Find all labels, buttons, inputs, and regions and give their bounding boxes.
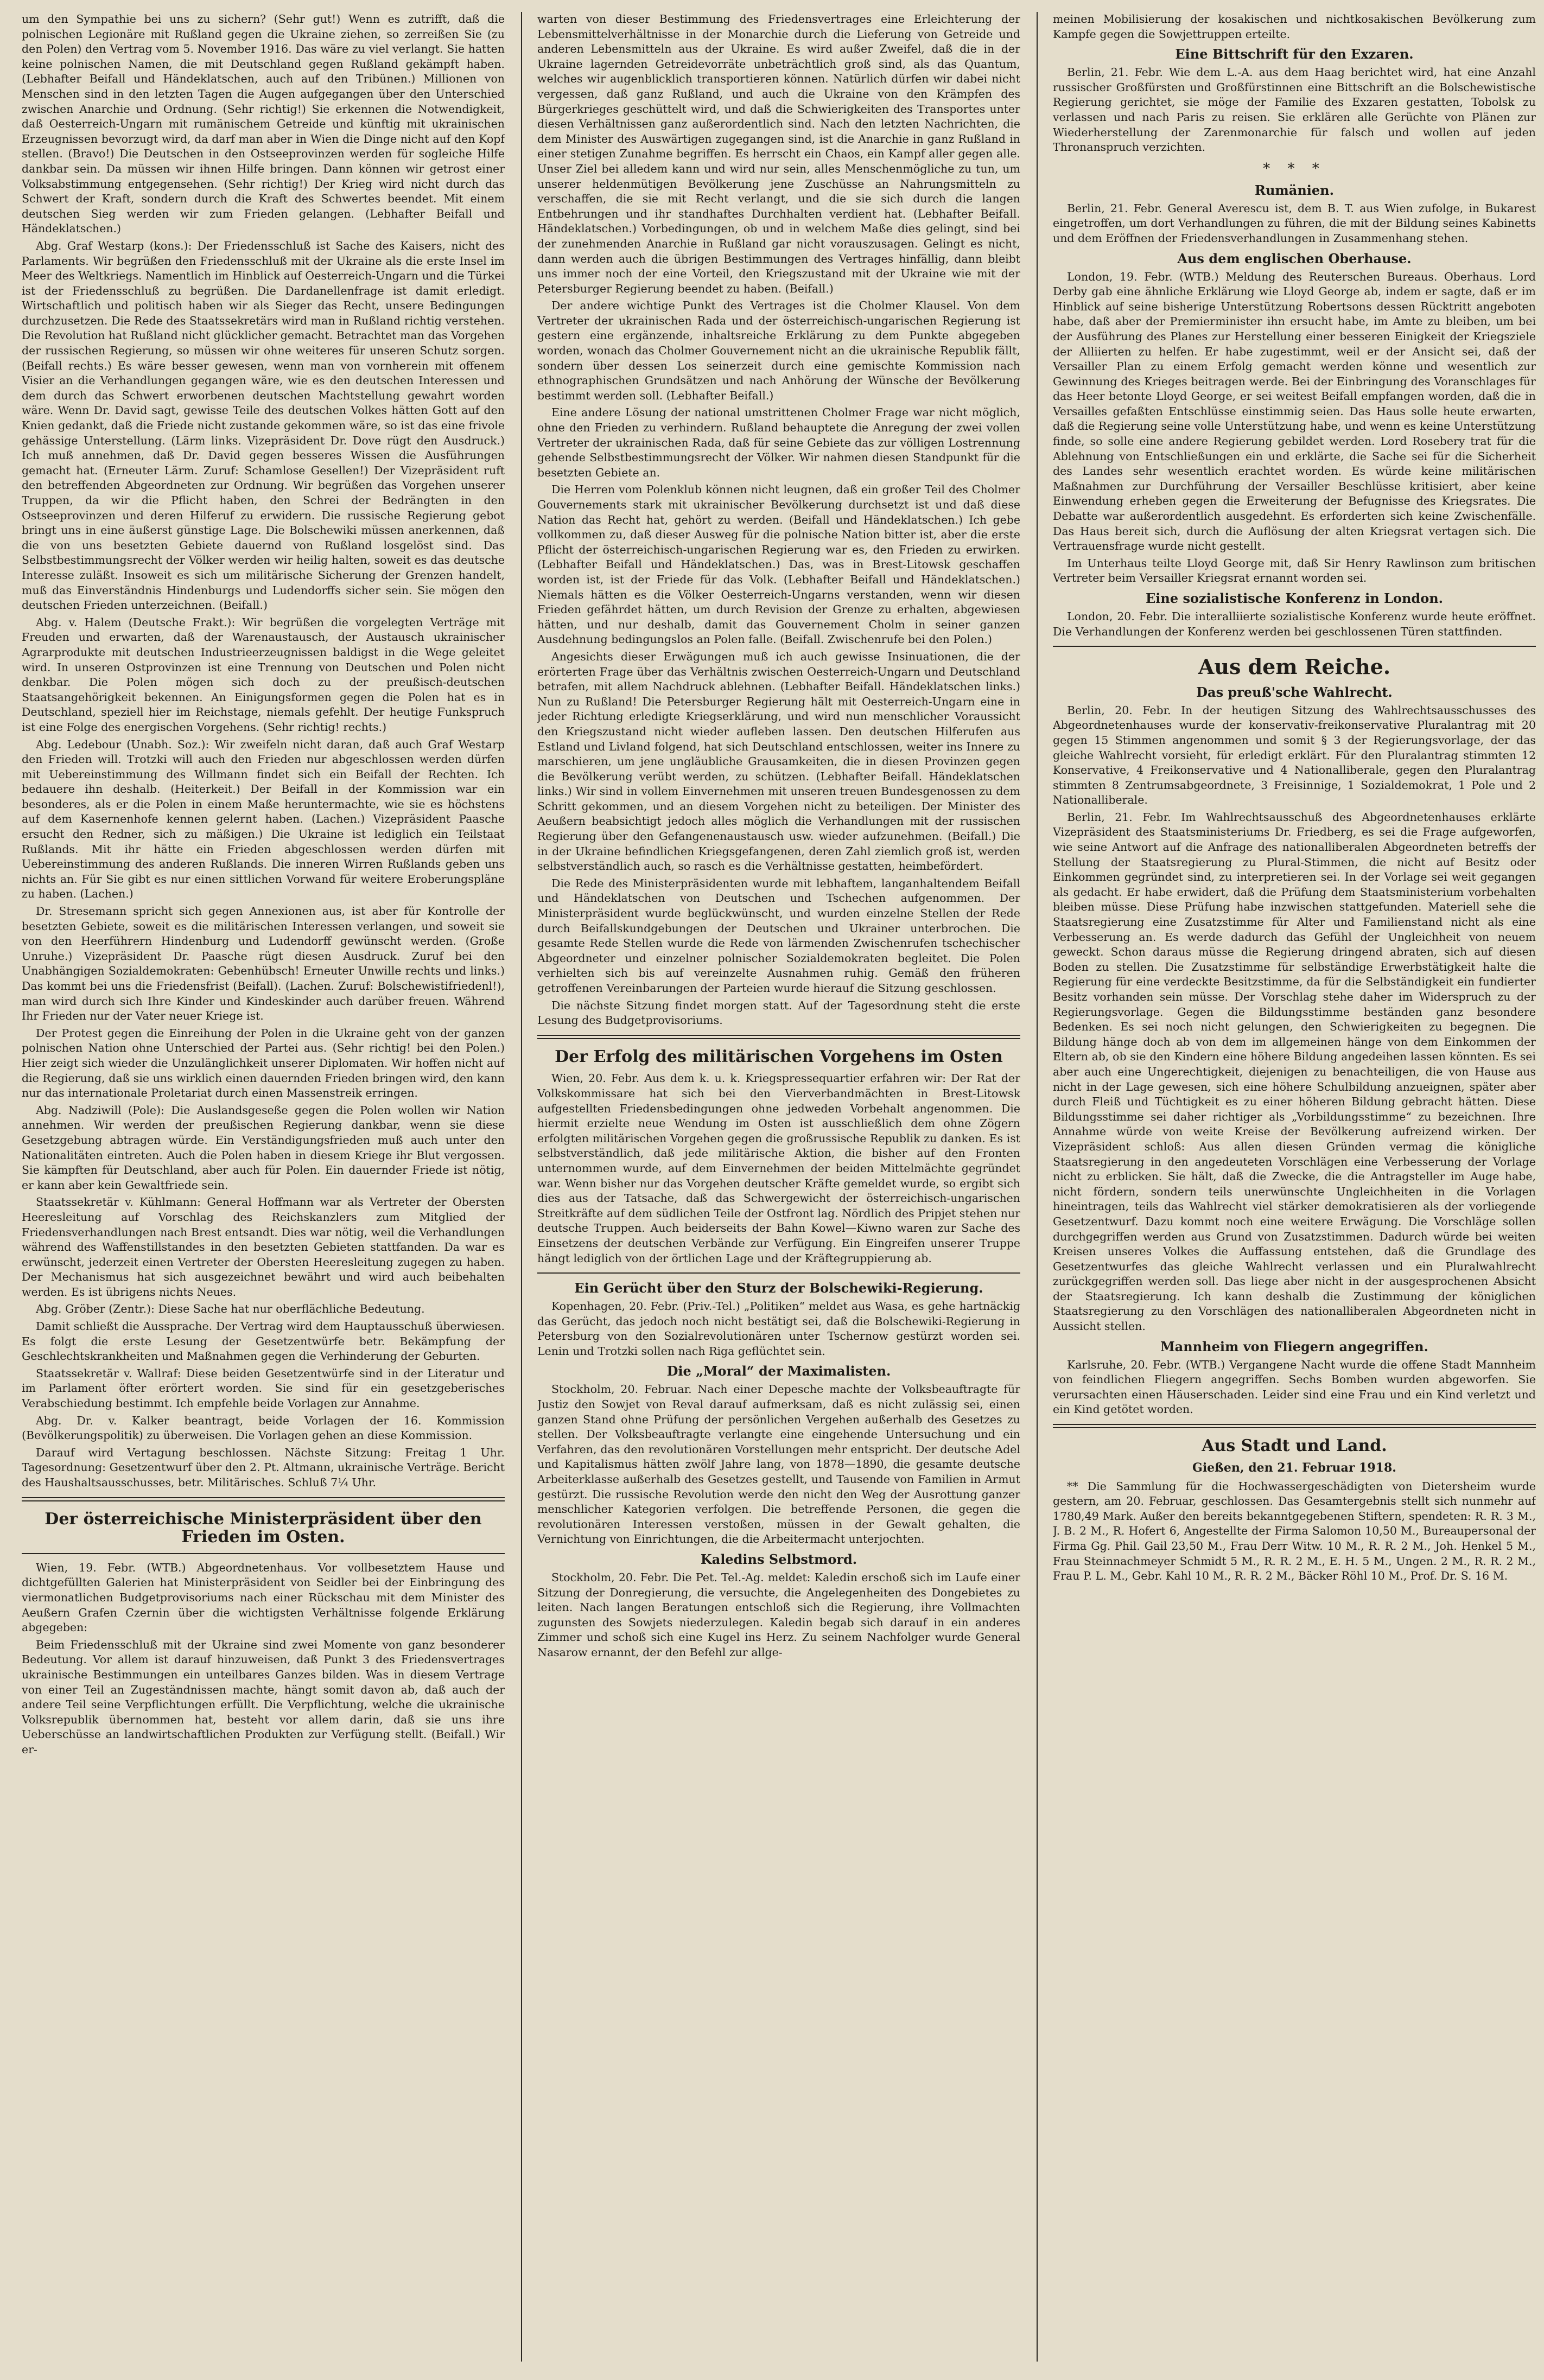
paragraph: Im Unterhaus teilte Lloyd George mit, daß Sir Henry Rawlinson zum britischen Vertreter beim Versailler Kriegsrat ernannt worden sei.: [1053, 556, 1536, 585]
subheading: Ein Gerücht über den Sturz der Bolschewiki-Regierung.: [574, 1280, 983, 1296]
subheading: Kaledins Selbstmord.: [700, 1551, 857, 1567]
section-heading: Aus dem Reiche.: [1198, 654, 1391, 679]
subheading: Mannheim von Fliegern angegriffen.: [1160, 1338, 1428, 1354]
paragraph: Berlin, 21. Febr. Wie dem L.-A. aus dem Haag berichtet wird, hat eine Anzahl russischer Großfürsten und Großfürstinnen eine Bittschrift an die Bolschewistische Regierung gerichtet, sie möge der Familie des Exzaren gestatten, Tobolsk zu verlassen und nach Paris zu reisen. Sie erklären alle Gerüchte von Plänen zur Wiederherstellung der Zarenmonarchie für falsch und wollen auf jeden Thronanspruch verzichten.: [1053, 66, 1536, 154]
heading-underline: [22, 1553, 505, 1554]
column-rule: [521, 12, 522, 2362]
column-3: [1053, 12, 1536, 2362]
subheading: Aus dem englischen Oberhause.: [1177, 250, 1412, 266]
dateline: Gießen, den 21. Februar 1918.: [1192, 1460, 1396, 1475]
subheading: Die „Moral“ der Maximalisten.: [666, 1363, 891, 1379]
paragraph: Darauf wird Vertagung beschlossen. Nächste Sitzung: Freitag 1 Uhr. Tagesordnung: Gesetzentwurf über den 2. Pt. Altmann, ukrainische Verträge. Bericht des Haushaltsausschusses, betr. Militärisches. Schluß 7¼ Uhr.: [22, 1446, 505, 1489]
section-divider: [22, 1497, 505, 1501]
paragraph: Angesichts dieser Erwägungen muß ich auch gewisse Insinuationen, die der erörterten Frage über das Verhältnis zwischen Oesterreich-Ungarn und Deutschland betrafen, mit allem Nachdruck ablehnen. (Lebhafter Beifall. Händeklatschen links.) Nun zu Rußland! Die Petersburger Regierung hält mit Oesterreich-Ungarn eine in jeder Richtung erledigte Kriegserklärung, und wird nun menschlicher Voraussicht den Kriegszustand nicht wieder aufleben lassen. Den deutschen Hilferufen aus Estland und Livland folgend, hat sich Deutschland entschlossen, weiter ins Innere zu marschieren, um jene ungläubliche Grausamkeiten, die in diesen Provinzen gegen die Bevölkerung verübt werden, zu schützen. (Lebhafter Beifall. Händeklatschen links.) Wir sind in vollem Einvernehmen mit unseren treuen Bundesgenossen zu dem Schritt gekommen, und an diesem Vorgehen nicht zu beteiligen. Der Minister des Aeußern beabsichtigt jedoch alles möglich die Verhandlungen mit der russischen Regierung über den Gefangenenaustausch usw. wieder aufzunehmen. (Beifall.) Die in der Ukraine befindlichen Kriegsgefangenen, deren Zahl ziemlich groß ist, werden selbstverständlich auch, so rasch es die Verhältnisse gestatten, heimbefördert.: [537, 650, 1020, 873]
paragraph: um den Sympathie bei uns zu sichern? (Sehr gut!) Wenn es zutrifft, daß die polnischen Legionäre mit Rußland gegen die Ukraine ziehen, so zerreißen Sie (zu den Polen) den Vertrag vom 5. November 1916. Das wäre zu viel verlangt. Sie hatten keine polnischen Namen, die mit Deutschland gegen Rußland gekämpft haben. (Lebhafter Beifall und Händeklatschen, auch auf den Tribünen.) Millionen von Menschen sind in den letzten Tagen die Augen aufgegangen über den Unterschied zwischen Anarchie und Ordnung. (Sehr richtig!) Sie erkennen die Notwendigkeit, daß Oesterreich-Ungarn mit rumänischem Getreide und künftig mit ukrainischen Erzeugnissen bevorzugt wird, da darf man aber in Wien die Dinge nicht auf den Kopf stellen. (Bravo!) Die Deutschen in den Ostseeprovinzen werden für sogleiche Hilfe dankbar sein. Da müssen wir ihnen Hilfe bringen. Dann können wir getrost einer Volksabstimmung entgegensehen. (Sehr richtig!) Der Krieg wird nicht durch das Schwert der Kraft, sondern durch die Kraft des Schwertes beendet. Mit einem deutschen Sieg werden wir zum Frieden gelangen. (Lebhafter Beifall und Händeklatschen.): [22, 12, 505, 236]
paragraph: Abg. Graf Westarp (kons.): Der Friedensschluß ist Sache des Kaisers, nicht des Parlaments. Wir begrüßen den Friedensschluß mit der Ukraine als die erste Insel im Meer des Weltkriegs. Namentlich im Hinblick auf Oesterreich-Ungarn und die Türkei ist der Friedensschluß zu begrüßen. Die Dardanellenfrage ist damit erledigt. Wirtschaftlich und politisch haben wir als Sieger das Recht, unsere Bedingungen durchzusetzen. Die Rede des Staatssekretärs wird man in Rußland richtig verstehen. Die Revolution hat Rußland nicht glücklicher gemacht. Betrachtet man das Vorgehen der russischen Regierung, so müssen wir ohne weiteres für unseren Schutz sorgen. (Beifall rechts.) Es wäre besser gewesen, wenn man von vornherein mit offenem Visier an die Verhandlungen gegangen wäre, wie es den deutschen Interessen und dem durch das Schwert erworbenen deutschen Machtstellung gewahrt worden wäre. Wenn Dr. David sagt, gewisse Teile des deutschen Volkes hätten Gott auf den Knien gedankt, daß die Friede nicht zustande gekommen wäre, so ist das eine frivole gehässige Unterstellung. (Lärm links. Vizepräsident Dr. Dove rügt den Ausdruck.) Ich muß annehmen, daß Dr. David gegen besseres Wissen die Ausführungen gemacht hat. (Erneuter Lärm. Zuruf: Schamlose Gesellen!) Der Vizepräsident ruft den betreffenden Abgeordneten zur Ordnung. Wir begrüßen das Vorgehen unserer Truppen, da wir die Pflicht haben, den Schrei der Bedrängten in den Ostseeprovinzen und deren Hilferuf zu erwidern. Die russische Regierung gebot bringt uns in eine äußerst günstige Lage. Die Bolschewiki müssen anerkennen, daß die von uns besetzten Gebiete dauernd von Rußland losgelöst sind. Das Selbstbestimmungsrecht der Völker werden wir heilig halten, soweit es das deutsche Interesse zuläßt. Insoweit es sich um militärische Sicherung der Grenzen handelt, muß das Einverständnis Hindenburgs und Ludendorffs sicher sein. Sie mögen den deutschen Frieden unterzeichnen. (Beifall.): [22, 239, 505, 612]
section-divider: [1053, 1424, 1536, 1428]
paragraph: Der andere wichtige Punkt des Vertrages ist die Cholmer Klausel. Von dem Vertreter der ukrainischen Rada und der österreichisch-ungarischen Regierung ist gestern eine ergänzende, inhaltsreiche Erklärung zu dem Punkte abgegeben worden, wonach das Cholmer Gouvernement nicht an die ukrainische Republik fällt, sondern über dessen Los seinerzeit durch eine gemischte Kommission nach ethnographischen Grundsätzen und nach Anhörung der Wünsche der Bevölkerung bestimmt werden soll. (Lebhafter Beifall.): [537, 299, 1020, 402]
text-columns: [22, 12, 1536, 2362]
paragraph: London, 20. Febr. Die interalliierte sozialistische Konferenz wurde heute eröffnet. Die Verhandlungen der Konferenz werden bei geschlossenen Türen stattfinden.: [1053, 610, 1536, 638]
subheading: Rumänien.: [1255, 182, 1334, 198]
section-divider: [537, 1035, 1020, 1039]
article-heading: Der Erfolg des militärischen Vorgehens im Osten: [555, 1047, 1003, 1066]
paragraph: Kopenhagen, 20. Febr. (Priv.-Tel.) „Politiken“ meldet aus Wasa, es gehe hartnäckig das Gerücht, das jedoch noch nicht bestätigt sei, daß die Bolschewiki-Regierung in Petersburg von den Sozialrevolutionären unter Tschernow gestürzt worden sei. Lenin und Trotzki sollen nach Riga geflüchtet sein.: [537, 1300, 1020, 1358]
paragraph: Abg. v. Halem (Deutsche Frakt.): Wir begrüßen die vorgelegten Verträge mit Freuden und erwarten, daß der Warenaustausch, der Austausch ukrainischer Agrarprodukte mit deutschen Industrieerzeugnissen baldigst in die Wege geleitet wird. In unseren Ostprovinzen ist eine Trennung von Deutschen und Polen nicht denkbar. Die Polen mögen sich doch zu der preußisch-deutschen Staatsangehörigkeit bekennen. An Einigungsformen gegen die Polen hat es in Deutschland, speziell hier im Reichstage, niemals gefehlt. Der heutige Funkspruch ist eine Folge des energischen Vorgehens. (Sehr richtig! rechts.): [22, 615, 505, 734]
subheading: Eine sozialistische Konferenz in London.: [1145, 590, 1444, 606]
paragraph: London, 19. Febr. (WTB.) Meldung des Reuterschen Bureaus. Oberhaus. Lord Derby gab eine ähnliche Erklärung wie Lloyd George ab, indem er sagte, daß er im Hinblick auf seine bisherige Unterstützung Robertsons dessen Rücktritt angeboten habe, daß aber der Premierminister ihn ersucht habe, im Amte zu bleiben, um bei der Ausführung des Planes zur Herstellung einer besseren Einigkeit der Kriegsziele der Alliierten zu helfen. Er habe zugestimmt, weil er der Ansicht sei, daß der Versailler Plan zu einem Erfolg gemacht werden könne und wesentlich zur Gewinnung des Krieges beitragen werde. Bei der Einbringung des Voranschlages für das Heer betonte Lloyd George, er sei weitest Beifall empfangen worden, daß die in Versailles gefaßten Entschlüsse einstimmig seien. Das Haus solle heute erwarten, daß die Regierung seine volle Unterstützung habe, und wenn es keine Unterstützung finde, so solle eine andere Regierung gebildet werden. Lord Rosebery trat für die Ablehnung von Entschließungen ein und erklärte, die Sache sei für die Sicherheit des Landes sehr wesentlich erachtet worden. Es würde keine militärischen Maßnahmen zur Durchführung der Versailler Beschlüsse kritisiert, aber keine Einwendung erheben gegen die Erweiterung der Befugnisse des Kriegsrates. Die Debatte war außerordentlich ausgedehnt. Es erforderten sich keine Zwischenfälle. Das Haus bereit sich, durch die Auflösung der alten Kriegsrat vertagen sich. Die Vertrauensfrage wurde nicht gestellt.: [1053, 270, 1536, 553]
paragraph: Die nächste Sitzung findet morgen statt. Auf der Tagesordnung steht die erste Lesung des Budgetprovisoriums.: [537, 998, 1020, 1027]
paragraph: Staatssekretär v. Kühlmann: General Hoffmann war als Vertreter der Obersten Heeresleitung auf Vorschlag des Reichskanzlers zum Mitglied der Friedensverhandlungen nach Brest entsandt. Dies war nötig, weil die Verhandlungen während des Waffenstillstandes in den besetzten Gebieten stattfanden. Da war es erwünscht, jederzeit einen Vertreter der Obersten Heeresleitung zugegen zu haben. Der Mechanismus hat sich ausgezeichnet bewährt und wird auch beibehalten werden. Es ist übrigens nichts Neues.: [22, 1195, 505, 1299]
separator-stars: * * *: [1263, 160, 1326, 177]
paragraph: Abg. Dr. v. Kalker beantragt, beide Vorlagen der 16. Kommission (Bevölkerungspolitik) zu überweisen. Die Vorlagen gehen an diese Kommission.: [22, 1414, 505, 1442]
paragraph: Stockholm, 20. Februar. Nach einer Depesche machte der Volksbeauftragte für Justiz den Sowjet von Reval darauf aufmerksam, daß es nicht zulässig sei, einen ganzen Stand ohne Prüfung der persönlichen Vergehen außerhalb des Gesetzes zu stellen. Der Volksbeauftragte verlangte eine eingehende Untersuchung und ein Verfahren, das den revolutionären Vorstellungen mehr entspricht. Der deutsche Adel und Kapitalismus hätten zwölf Jahre lang, von 1878—1890, die gesamte deutsche Arbeiterklasse außerhalb des Gesetzes gestellt, und Tausende von Familien in Armut gestürzt. Die russische Revolution werde den nicht den Weg der Ausrottung ganzer menschlicher Kategorien verfolgen. Die betreffende Personen, die gegen die revolutionären Interessen verstoßen, müssen in der Gewalt gehalten, die Vernichtung von Einrichtungen, die die Arbeitermacht unterjochten.: [537, 1383, 1020, 1546]
paragraph: Abg. Nadziwill (Pole): Die Auslandsgeseße gegen die Polen wollen wir Nation annehmen. Wir werden der preußischen Regierung dankbar, wenn sie diese Gesetzgebung abtragen würde. Ein Verständigungsfrieden muß auch unter den Nationalitäten eintreten. Auch die Polen haben in diesem Kriege ihr Blut vergossen. Sie kämpften für Deutschland, aber auch für Polen. Ein dauernder Friede ist nötig, er kann aber kein Gewaltfriede sein.: [22, 1103, 505, 1192]
paragraph: Berlin, 21. Febr. General Averescu ist, dem B. T. aus Wien zufolge, in Bukarest eingetroffen, um dort Verhandlungen zu führen, die mit der Bildung seines Kabinetts und dem Eröffnen der Friedensverhandlungen in Zusammenhang stehen.: [1053, 201, 1536, 245]
paragraph: Beim Friedensschluß mit der Ukraine sind zwei Momente von ganz besonderer Bedeutung. Vor allem ist darauf hinzuweisen, daß Punkt 3 des Friedensvertrages ukrainische Bestimmungen ein unteilbares Ganzes bilden. Was in diesem Vertrage von einer Teil an Zugeständnissen machte, hängt somit davon ab, daß auch der andere Teil seine Verpflichtungen erfüllt. Die Verpflichtung, welche die ukrainische Volksrepublik übernommen hat, besteht vor allem darin, daß sie uns ihre Ueberschüsse an landwirtschaftlichen Produkten zur Verfügung stellt. (Beifall.) Wir er-: [22, 1638, 505, 1756]
article-heading: Der österreichische Ministerpräsident über den Frieden im Osten.: [45, 1509, 482, 1547]
paragraph: Damit schließt die Aussprache. Der Vertrag wird dem Hauptausschuß überwiesen. Es folgt die erste Lesung der Gesetzentwürfe betr. Bekämpfung der Geschlechtskrankheiten und Maßnahmen gegen die Verhinderung der Geburten.: [22, 1320, 505, 1363]
subheading: Eine Bittschrift für den Exzaren.: [1175, 46, 1414, 62]
section-divider: [1053, 646, 1536, 647]
paragraph: Karlsruhe, 20. Febr. (WTB.) Vergangene Nacht wurde die offene Stadt Mannheim von feindlichen Fliegern angegriffen. Sechs Bomben wurden abgeworfen. Sie verursachten einen Häuserschaden. Leider sind eine Frau und ein Kind verletzt und ein Kind getötet worden.: [1053, 1358, 1536, 1416]
paragraph: Staatssekretär v. Wallraf: Diese beiden Gesetzentwürfe sind in der Literatur und im Parlament öfter erörtert worden. Sie sind für ein gesetzgeberisches Verabschiedung bestimmt. Ich empfehle beide Vorlagen zur Annahme.: [22, 1366, 505, 1410]
column-1: [22, 12, 505, 2362]
paragraph: meinen Mobilisierung der kosakischen und nichtkosakischen Bevölkerung zum Kampfe gegen die Sowjettruppen erteilte.: [1053, 12, 1536, 41]
paragraph: Berlin, 20. Febr. In der heutigen Sitzung des Wahlrechtsausschusses des Abgeordnetenhauses wurde der konservativ-freikonservative Pluralantrag mit 20 gegen 15 Stimmen angenommen und somit § 3 der Regierungsvorlage, der das gleiche Wahlrecht vorsieht, für erledigt erklärt. Für den Pluralantrag stimmten 12 Konservative, 4 Freikonservative und 4 Nationalliberale, gegen den Pluralantrag stimmten 8 Zentrumsabgeordnete, 3 Freisinnige, 1 Sozialdemokrat, 1 Pole und 2 Nationalliberale.: [1053, 703, 1536, 807]
paragraph: Die Herren vom Polenklub können nicht leugnen, daß ein großer Teil des Cholmer Gouvernements stark mit ukrainischer Bevölkerung durchsetzt ist und daß diese Nation das Recht hat, gehört zu werden. (Beifall und Händeklatschen.) Ich gebe vollkommen zu, daß dieser Ausweg für die polnische Nation bitter ist, aber die erste Pflicht der österreichisch-ungarischen Regierung war es, den Frieden zu erwirken. (Lebhafter Beifall und Händeklatschen.) Das, was in Brest-Litowsk geschaffen worden ist, ist der Friede für das Volk. (Lebhafter Beifall und Händeklatschen.) Niemals hätten es die Völker Oesterreich-Ungarns verstanden, wenn wir diesen Frieden gefährdet hätten, um durch Revision der Grenze zu erhalten, abgewiesen hätten, und nur deshalb, damit das Gouvernement Cholm in seiner ganzen Ausdehnung bedingungslos an Polen falle. (Beifall. Zwischenrufe bei den Polen.): [537, 483, 1020, 646]
paragraph: ** Die Sammlung für die Hochwassergeschädigten von Dietersheim wurde gestern, am 20. Februar, geschlossen. Das Gesamtergebnis stellt sich nunmehr auf 1780,49 Mark. Außer den bereits bekanntgegebenen Stiftern, spendeten: R. R. 3 M., J. B. 2 M., R. Hofert 6, Angestellte der Firma Salomon 10,50 M., Bureaupersonal der Firma Gg. Phil. Gail 23,50 M., Frau Derr Witw. 10 M., R. R. 2 M., Joh. Henkel 5 M., Frau Steinnachmeyer Schmidt 5 M., R. R. 2 M., E. H. 5 M., Ungen. 2 M., R. R. 2 M., Frau P. L. M., Gebr. Kahl 10 M., R. R. 2 M., Bäcker Röhl 10 M., Prof. Dr. S. 16 M.: [1053, 1479, 1536, 1583]
paragraph: Wien, 19. Febr. (WTB.) Abgeordnetenhaus. Vor vollbesetztem Hause und dichtgefüllten Galerien hat Ministerpräsident von Seidler bei der Einbringung des viermonatlichen Budgetprovisoriums nach einer Rückschau mit dem Minister des Aeußern Grafen Czernin über die wichtigsten Verhältnisse folgende Erklärung abgegeben:: [22, 1561, 505, 1634]
paragraph: Abg. Gröber (Zentr.): Diese Sache hat nur oberflächliche Bedeutung.: [36, 1302, 425, 1316]
section-divider: [537, 1272, 1020, 1274]
paragraph: warten von dieser Bestimmung des Friedensvertrages eine Erleichterung der Lebensmittelverhältnisse in der Monarchie durch die Lieferung von Getreide und anderen Lebensmitteln aus der Ukraine. Es wird außer Zweifel, daß die in der Ukraine lagernden Getreidevorräte unbeträchtlich groß sind, als das Quantum, welches wir augenblicklich transportieren können. Natürlich dürfen wir dabei nicht vergessen, daß ganz Rußland, und auch die Ukraine von den Krämpfen des Bürgerkrieges geschüttelt wird, und daß die Schwierigkeiten des Transportes unter diesen Verhältnissen ganz außerordentlich sind. Nach den letzten Nachrichten, die dem Minister des Auswärtigen zugegangen sind, ist die Anarchie in ganz Rußland in einer stetigen Zunahme begriffen. Es herrscht ein Chaos, ein Kampf aller gegen alle. Unser Ziel bei alledem kann und wird nur sein, alles Menschenmögliche zu tun, um unserer heldenmütigen Bevölkerung jene Zuschüsse an Nahrungsmitteln zu verschaffen, die sie mit Recht verlangt, und die sie sich durch die langen Entbehrungen und ihr standhaftes Durchhalten verdient hat. (Lebhafter Beifall. Händeklatschen.) Vorbedingungen, ob und in welchem Maße dies gelingt, sind bei der zunehmenden Anarchie in Rußland gar nicht vorauszusagen. Gelingt es nicht, dann werden auch die übrigen Bestimmungen des Vertrages hinfällig, dann bleibt uns immer noch der eine Vorteil, den Kriegszustand mit der Ukraine wie mit der Petersburger Regierung beendet zu haben. (Beifall.): [537, 12, 1020, 295]
paragraph: Abg. Ledebour (Unabh. Soz.): Wir zweifeln nicht daran, daß auch Graf Westarp den Frieden will. Trotzki will auch den Frieden nur abgeschlossen werden dürfen mit Uebereinstimmung des Willmann findet sich ein Beifall der Rechten. Ich bedauere ihn deshalb. (Heiterkeit.) Der Beifall in der Kommission war ein besonderes, als er die Polen in einem Maße heruntermachte, wie sie es höchstens auf dem Kasernenhofe kennen gelernt haben. (Lachen.) Vizepräsident Paasche ersucht den Redner, sich zu mäßigen.) Die Ukraine ist lediglich ein Teilstaat Rußlands. Mit ihr hätte ein Frieden abgeschlossen werden dürfen mit Uebereinstimmung des anderen Rußlands. Die inneren Wirren Rußlands geben uns nichts an. Für Sie gibt es nur einen sittlichen Vorwand für weitere Eroberungspläne zu haben. (Lachen.): [22, 737, 505, 901]
subheading: Das preuß'sche Wahlrecht.: [1196, 684, 1393, 700]
paragraph: Die Rede des Ministerpräsidenten wurde mit lebhaftem, langanhaltendem Beifall und Händeklatschen von Deutschen und Tschechen aufgenommen. Der Ministerpräsident wurde beglückwünscht, und wurden einzelne Stellen der Rede durch Beifallskundgebungen der Deutschen und Ukrainer unterbrochen. Die gesamte Rede Stellen wurde die Rede von lärmenden Zwischenrufen tschechischer Abgeordneter und einzelner polnischer Sozialdemokraten begleitet. Die Polen verhielten sich bis auf vereinzelte Ausnahmen ruhig. Gemäß den früheren getroffenen Vereinbarungen der Parteien wurde hierauf die Sitzung geschlossen.: [537, 876, 1020, 995]
paragraph: Dr. Stresemann spricht sich gegen Annexionen aus, ist aber für Kontrolle der besetzten Gebiete, soweit es die militärischen Interessen verlangen, und soweit sie von den Heerführern Hindenburg und Ludendorff gewünscht werden. (Große Unruhe.) Vizepräsident Dr. Paasche rügt diesen Ausdruck. Zuruf bei den Unabhängigen Sozialdemokraten: Gebenhübsch! Erneuter Unwille rechts und links.) Das kommt bei uns die Friedensfrist (Beifall). (Lachen. Zuruf: Bolschewistifriedenl!), man wird durch sich Ihre Kinder und Kindeskinder auch darüber freuen. Während Ihr Frieden nur der Vater neuer Kriege ist.: [22, 905, 505, 1023]
column-rule: [1037, 12, 1038, 2362]
paragraph: Berlin, 21. Febr. Im Wahlrechtsausschuß des Abgeordnetenhauses erklärte Vizepräsident des Staatsministeriums Dr. Friedberg, es sei die Frage aufgeworfen, wie seine Antwort auf die Anfrage des nationalliberalen Abgeordneten betreffs der Stellung der Staatsregierung zu Plural-Stimmen, die nicht auf Besitz oder Einkommen gegründet sind, zu interpretieren sei. In der Vorlage sei weit gegangen als gedacht. Er habe erwidert, daß die Prüfung dem Staatsministerium vorbehalten bleiben müsse. Diese Prüfung habe inzwischen stattgefunden. Materiell sehe die Staatsregierung eine Zusatzstimme für Alter und Familienstand nicht als eine Verbesserung an. Es werde dadurch das Gefühl der Ungleichheit von neuem geweckt. Schon daraus müsse die Regierung dringend abraten, sich auf diesen Boden zu stellen. Die Zusatzstimme für selbständige Erwerbstätigkeit halte die Regierung für eine verdeckte Besitzstimme, da für die Selbständigkeit ein fundierter Besitz vorhanden sein müsse. Der Vorschlag stehe daher im Widerspruch zu der Regierungsvorlage. Gegen die Bildungsstimme beständen ganz besondere Bedenken. Es sei noch nicht gelungen, den Schwierigkeiten zu begegnen. Die Bildung hänge doch ab von dem im allgemeinen hänge von dem Einkommen der Eltern ab, ob sie den Kindern eine höhere Bildung angedeihen lassen könnten. Es sei aber auch eine Ungerechtigkeit, diejenigen zu benachteiligen, die von Hause aus nicht in der Lage gewesen, sich eine höhere Schulbildung anzueignen, später aber durch Fleiß und Tüchtigkeit es zu einer höheren Bildung gebracht hätten. Diese Bildungsstimme sei daher richtiger als „Vorbildungsstimme“ zu bezeichnen. Ihre Annahme würde von weite Kreise der Bevölkerung aufreizend wirken. Der Vizepräsident schloß: Aus allen diesen Gründen vermag die königliche Staatsregierung in den angedeuteten Vorschlägen eine Verbesserung der Vorlage nicht zu erblicken. Sie hält, daß die Zwecke, die die Antragsteller im Auge habe, nicht fördern, sondern teils unerwünschte Ungleichheiten in die Vorlagen hineintragen, teils das Wahlrecht viel stärker demokratisieren als der vorliegende Gesetzentwurf. Dazu kommt noch eine weitere Erwägung. Die Vorschläge sollen durchgegriffen werden aus Grund von Zusatzstimmen. Dadurch würde bei weiten Kreisen unseres Volkes die Auffassung entstehen, daß die Grundlage des Gesetzentwurfes das gleiche Wahlrecht verlassen und ein Pluralwahlrecht zurückgegriffen werden soll. Das liege aber nicht in der ausgesprochenen Absicht der Staatsregierung. Ich kann deshalb die Zustimmung der königlichen Staatsregierung zu den Vorschlägen des nationalliberalen Abgeordneten nicht in Aussicht stellen.: [1053, 810, 1536, 1333]
paragraph: Eine andere Lösung der national umstrittenen Cholmer Frage war nicht möglich, ohne den Frieden zu verhindern. Rußland behauptete die Anregung der zwei vollen Vertreter der ukrainischen Rada, daß für seine Gebiete das zur völligen Lostrennung gehende Selbstbestimmungsrecht der Völker. Wir nahmen diesen Standpunkt für die besetzten Gebiete an.: [537, 406, 1020, 479]
paragraph: Der Protest gegen die Einreihung der Polen in die Ukraine geht von der ganzen polnischen Nation ohne Unterschied der Partei aus. (Sehr richtig! bei den Polen.) Hier zeigt sich wieder die Unzulänglichkeit unserer Diplomaten. Wir hoffen nicht auf die Regierung, daß sie uns wirklich einen dauernden Frieden bringen wird, den kann nur das internationale Proletariat durch einen Massenstreik erringen.: [22, 1026, 505, 1100]
column-2: [537, 12, 1020, 2362]
section-heading: Aus Stadt und Land.: [1202, 1436, 1387, 1456]
paragraph: Stockholm, 20. Febr. Die Pet. Tel.-Ag. meldet: Kaledin erschoß sich im Laufe einer Sitzung der Donregierung, die versuchte, die Angelegenheiten des Dongebietes zu leiten. Nach langen Beratungen entschloß sich die Regierung, ihre Vollmachten zugunsten des Sowjets niederzulegen. Kaledin begab sich darauf in ein anderes Zimmer und schoß sich eine Kugel ins Herz. Zu seinem Nachfolger wurde General Nasarow ernannt, der den Befehl zur allge-: [537, 1571, 1020, 1659]
paragraph: Wien, 20. Febr. Aus dem k. u. k. Kriegspressequartier erfahren wir: Der Rat der Volkskommissare hat sich bei den Vierverbandmächten in Brest-Litowsk aufgestellten Friedensbedingungen ohne jedweden Vorbehalt angenommen. Die hiermit erzielte neue Wendung im Osten ist ausschließlich dem ohne Zögern erfolgten militärischen Vorgehen gegen die großrussische Republik zu danken. Es ist selbstverständlich, daß jede militärische Aktion, die bisher auf den Fronten unternommen wurde, auf dem Einvernehmen der beiden Mittelmächte gegründet war. Wenn bisher nur das Vorgehen deutscher Kräfte gemeldet wurde, so ergibt sich dies aus der Tatsache, daß das Schwergewicht der österreichisch-ungarischen Streitkräfte auf dem südlichen Teile der Ostfront lag. Nördlich des Pripjet stehen nur deutsche Truppen. Auch beiderseits der Bahn Kowel—Kiwno waren zur Sache des Einsetzens der deutschen Verbände zur Verfügung. Ein Eingreifen unserer Truppe hängt lediglich von der örtlichen Lage und der Kräftegruppierung ab.: [537, 1072, 1020, 1265]
